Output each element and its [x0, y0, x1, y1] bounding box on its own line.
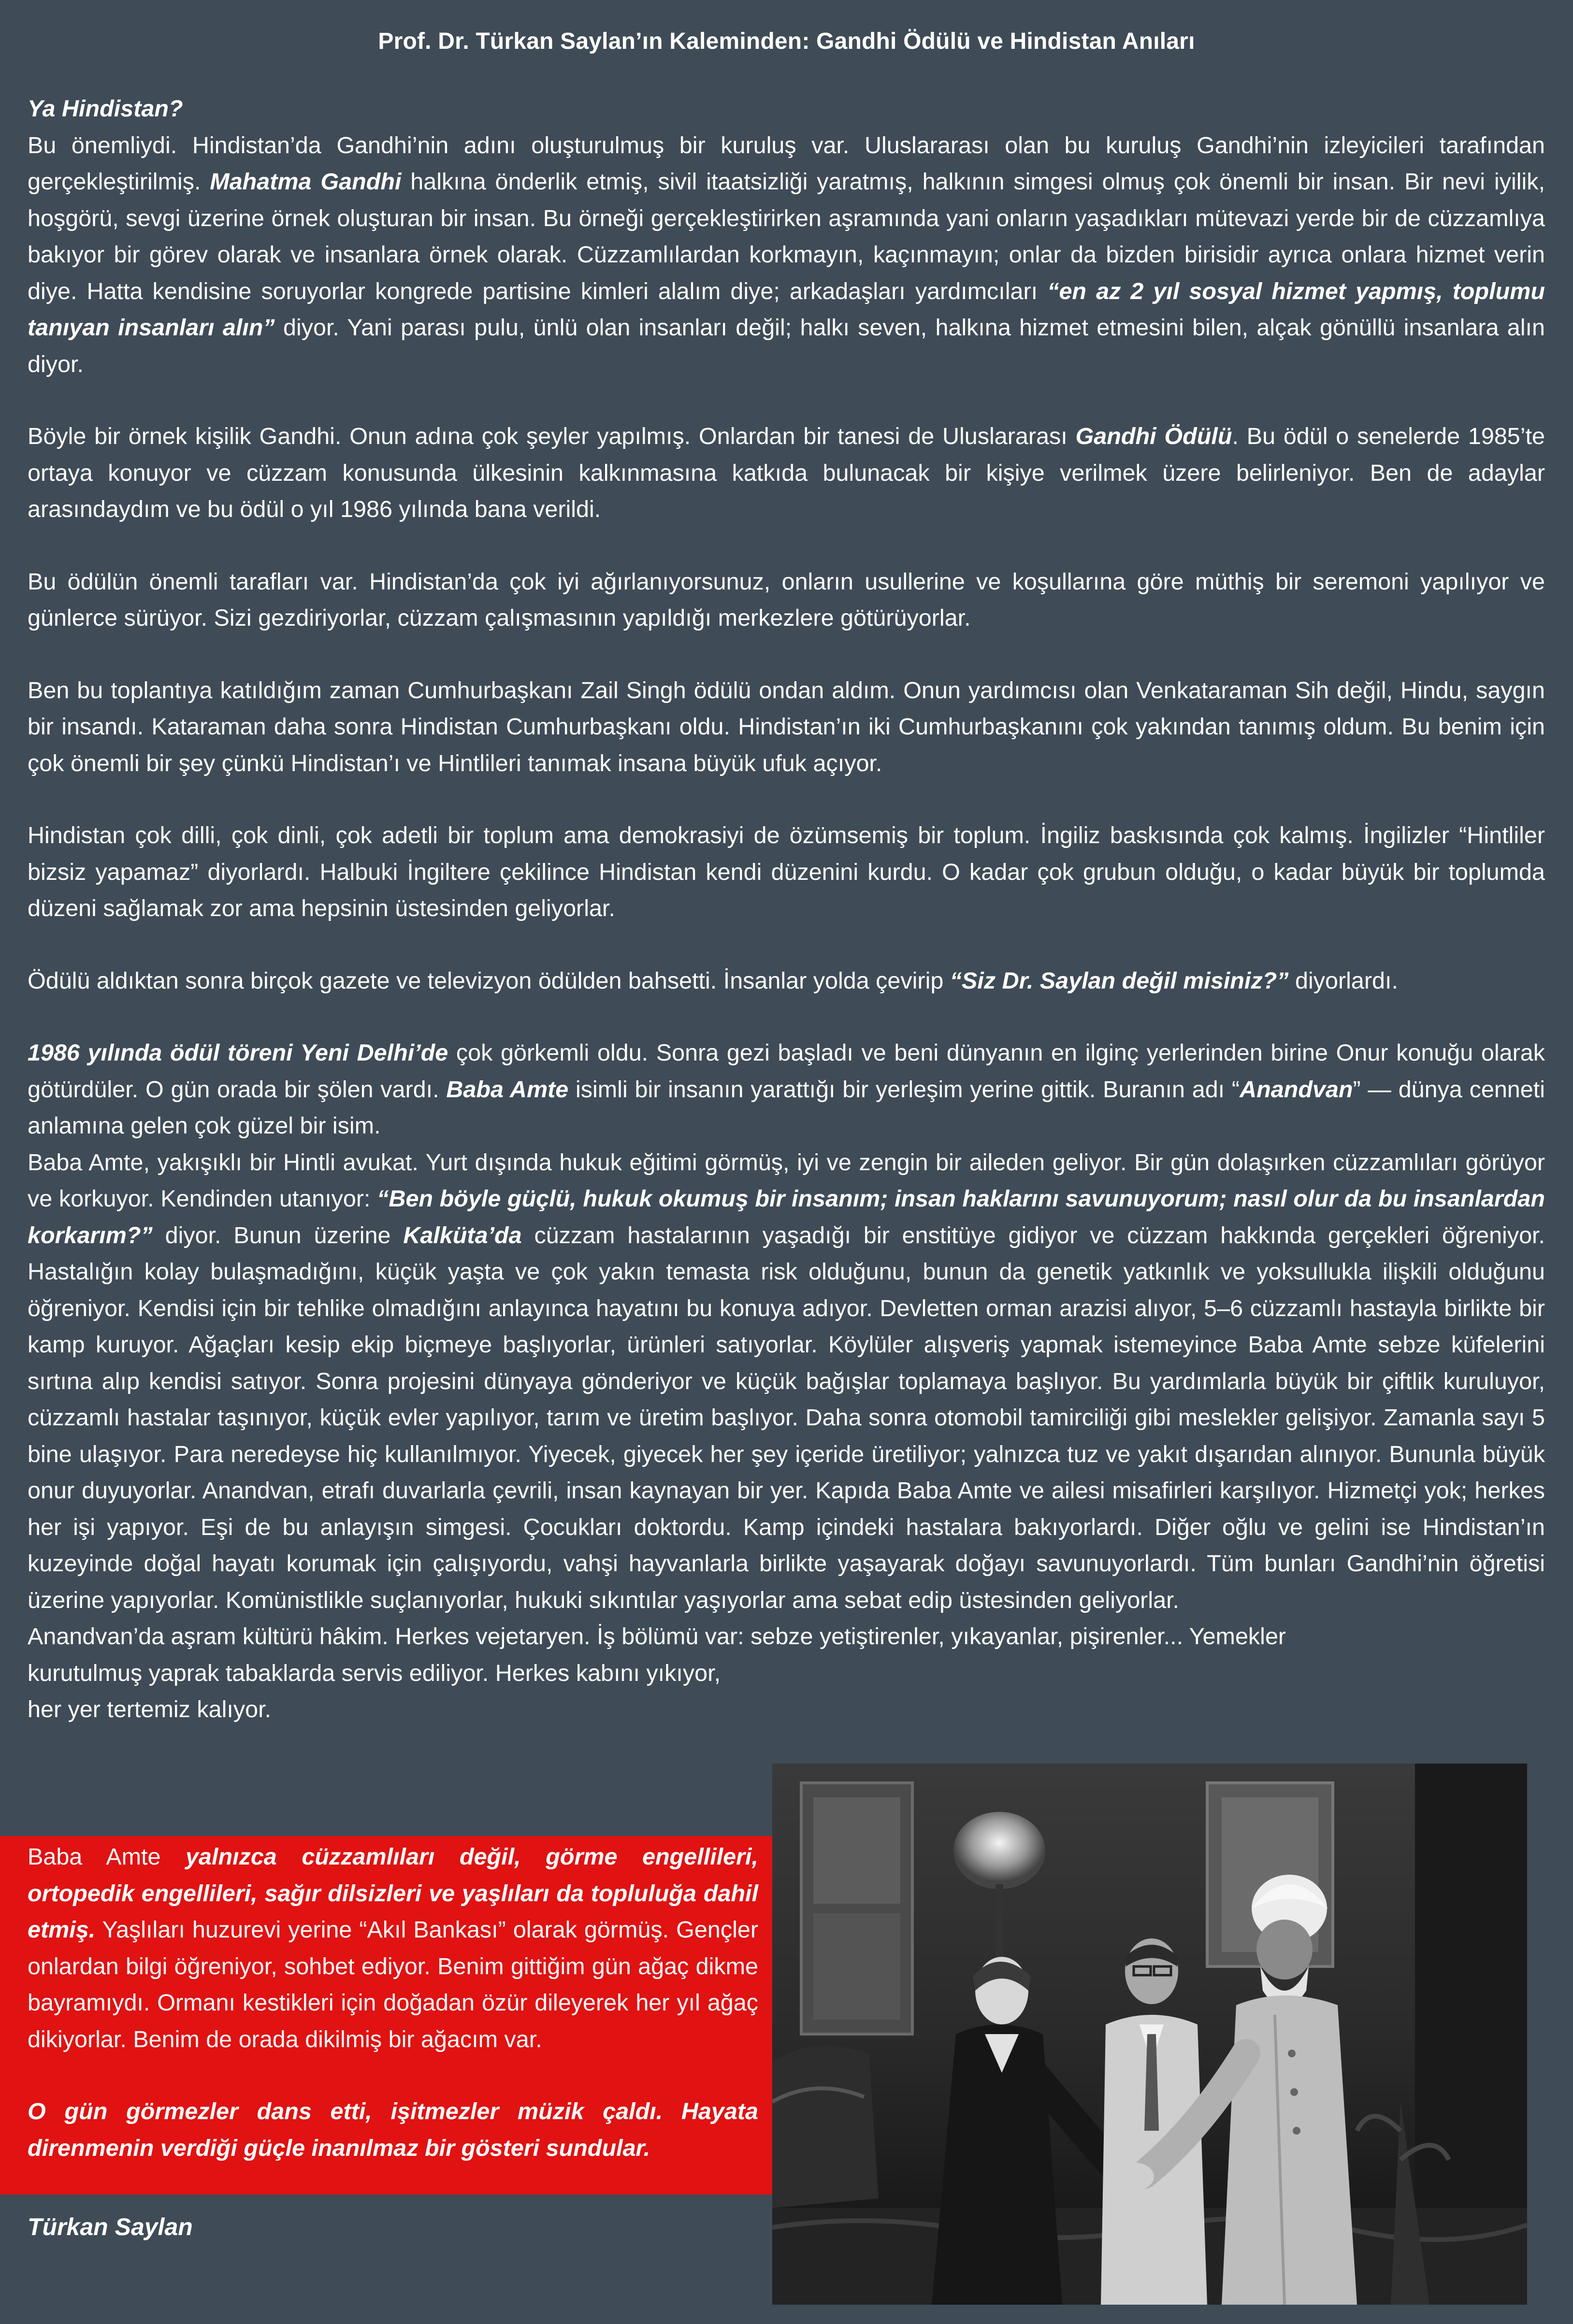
photo-illustration [772, 1764, 1527, 2305]
highlight-paragraph [28, 1839, 758, 2058]
author-signature: Türkan Saylan [28, 2213, 193, 2240]
text-run: diyor. Bunun üzerine [152, 1222, 404, 1248]
text-run: Yaşlıları huzurevi yerine “Akıl Bankası” olarak görmüş. Gençler onlardan bilgi öğreniyor, sohbet ediyor. Benim gittiğim gün ağaç dikme bayramıydı. Ormanı kestikleri için doğadan özür dileyerek her yıl ağaç dikiyorlar. Benim de orada dikilmiş bir ağacım var. [28, 1917, 758, 2052]
text-run: çok görkemli oldu. Sonra gezi başladı ve beni dünyanın en ilginç yerlerinden birine Onur konuğu olarak götürdüler. O gün orada bir şölen vardı. [28, 1040, 1545, 1103]
emphasis-place: Kalküta’da [403, 1222, 522, 1248]
text-run: Böyle bir örnek kişilik Gandhi. Onun adına çok şeyler yapılmış. Onlardan bir tanesi de Uluslararası [28, 423, 1076, 449]
text-run: Baba Amte, yakışıklı bir Hintli avukat. Yurt dışında hukuk eğitimi görmüş, iyi ve zengin bir aileden geliyor. Bir gün dolaşırken cüzzamlıları görüyor ve korkuyor. Kendinden utanıyor: [28, 1149, 1545, 1212]
highlight-closing [28, 2094, 758, 2166]
paragraph-intro [28, 91, 1545, 383]
paragraph-delhi [28, 1035, 1545, 1145]
highlight-text [28, 1839, 758, 2166]
ceremony-photo [772, 1764, 1527, 2305]
text-run: Bu önemliydi. Hindistan’da Gandhi’nin adını oluşturulmuş bir kuruluş var. Uluslararası olan bu kuruluş Gandhi’nin izleyicileri tarafından gerçekleştirilmiş. [28, 132, 1545, 195]
text-run: ” — dünya cenneti anlamına gelen çok güzel bir isim. [28, 1076, 1545, 1139]
page-title: Prof. Dr. Türkan Saylan’ın Kaleminden: Gandhi Ödülü ve Hindistan Anıları [378, 29, 1195, 54]
emphasis-award: Gandhi Ödülü [1075, 423, 1232, 449]
section-heading: Ya Hindistan? [28, 96, 183, 122]
emphasis-quote: “Siz Dr. Saylan değil misiniz?” [950, 967, 1289, 994]
emphasis-name: Mahatma Gandhi [210, 169, 402, 195]
text-run: . Bu ödül o senelerde 1985’te ortaya konuyor ve cüzzam konusunda ülkesinin kalkınmasına katkıda bulunacak bir kişiye verilmek üzere belirleniyor. Ben de adaylar arasındaydım ve bu ödül o yıl 1986 yılında bana verildi. [28, 423, 1545, 522]
article-body [28, 91, 1545, 1728]
paragraph-ashram-continued: kurutulmuş yaprak tabaklarda servis ediliyor. Herkes kabını yıkıyor, her yer tertemiz kalıyor. [28, 1660, 721, 1722]
text-run: cüzzam hastalarının yaşadığı bir enstitüye gidiyor ve cüzzam hakkında gerçekleri öğreniyor. Hastalığın kolay bulaşmadığını, küçük yaşta ve çok yakın temasta risk olduğunu, bunun da genetik yatkınlık ve yoksullukla ilişkili olduğunu öğreniyor. Kendisi için bir tehlike olmadığını anlayınca hayatını bu konuya adıyor. Devletten orman arazisi alıyor, 5–6 cüzzamlı hastayla birlikte bir kamp kuruyor. Ağaçları kesip ekip biçmeye başlıyorlar, ürünleri satıyorlar. Köylüler alışveriş yapmak istemeyince Baba Amte sebze küfelerini sırtına alıp kendisi satıyor. Sonra projesini dünyaya gönderiyor ve küçük bağışlar toplamaya başlıyor. Bu yardımlarla büyük bir çiftlik kuruluyor, cüzzamlı hastalar taşınıyor, küçük evler yapılıyor, tarım ve üretim başlıyor. Daha sonra otomobil tamirciliği gibi meslekler gelişiyor. Zamanla sayı 5 bine ulaşıyor. Para neredeyse hiç kullanılmıyor. Yiyecek, giyecek her şey içeride üretiliyor; yalnızca tuz ve yakıt dışarıdan alınıyor. Bununla büyük onur duyuyorlar. Anandvan, etrafı duvarlarla çevrili, insan kaynayan bir yer. Kapıda Baba Amte ve ailesi misafirleri karşılıyor. Hizmetçi yok; herkes her işi yapıyor. Eşi de bu anlayışın simgesi. Çocukları doktordu. Kamp içindeki hastalara bakıyorlardı. Diğer oğlu ve gelini ise Hindistan’ın kuzeyinde doğal hayatı korumak için çalışıyordu, vahşi hayvanlarla birlikte yaşayarak doğayı savunuyorlardı. Tüm bunları Gandhi’nin öğretisi üzerine yapıyorlar. Komünistlikle suçlanıyorlar, hukuki sıkıntılar yaşıyorlar ama sebat edip üstesinden geliyorlar. [28, 1222, 1545, 1613]
paragraph-press [28, 963, 1545, 1000]
paragraph-award [28, 418, 1545, 528]
text-run: Baba Amte [28, 1844, 186, 1870]
text-run: diyorlardı. [1288, 967, 1398, 994]
emphasis-name: Baba Amte [446, 1076, 569, 1103]
emphasis-quote: “Ben böyle güçlü, hukuk okumuş bir insanım; insan haklarını savunuyorum; nasıl olur da bu insanlardan korkarım?” [28, 1186, 1545, 1248]
emphasis-quote: “en az 2 yıl sosyal hizmet yapmış, toplumu tanıyan insanları alın” [28, 278, 1545, 341]
paragraph-ashram: Anandvan’da aşram kültürü hâkim. Herkes vejetaryen. İş bölümü var: sebze yetiştirenler, yıkayanlar, pişirenler... Yemekler [28, 1623, 1286, 1650]
emphasis-inclusion: yalnızca cüzzamlıları değil, görme engellileri, ortopedik engellileri, sağır dilsizleri ve yaşlıları da topluluğa dahil etmiş. [28, 1844, 758, 1943]
emphasis-place: Anandvan [1240, 1076, 1353, 1103]
paragraph-baba-amte [28, 1145, 1545, 1619]
text-run: Ödülü aldıktan sonra birçok gazete ve televizyon ödülden bahsetti. İnsanlar yolda çevirip [28, 967, 950, 994]
paragraph-presidents: Ben bu toplantıya katıldığım zaman Cumhurbaşkanı Zail Singh ödülü ondan aldım. Onun yardımcısı olan Venkataraman Sih değil, Hindu, saygın bir insandı. Kataraman daha sonra Hindistan Cumhurbaşkanı oldu. Hindistan’ın iki Cumhurbaşkanını çok yakından tanımış oldum. Bu benim için çok önemli bir şey çünkü Hindistan’ı ve Hintlileri tanımak insana büyük ufuk açıyor. [28, 677, 1545, 776]
paragraph-ceremony: Bu ödülün önemli tarafları var. Hindistan’da çok iyi ağırlanıyorsunuz, onların usullerine ve koşullarına göre müthiş bir seremoni yapılıyor ve günlerce sürüyor. Sizi gezdiriyorlar, cüzzam çalışmasının yapıldığı merkezlere götürüyorlar. [28, 568, 1545, 631]
emphasis-lead: 1986 yılında ödül töreni Yeni Delhi’de [28, 1040, 448, 1066]
text-run: isimli bir insanın yarattığı bir yerleşim yerine gittik. Buranın adı “ [568, 1076, 1240, 1103]
paragraph-india: Hindistan çok dilli, çok dinli, çok adetli bir toplum ama demokrasiyi de özümsemiş bir toplum. İngiliz baskısında çok kalmış. İngilizler “Hintliler bizsiz yapamaz” diyorlardı. Halbuki İngiltere çekilince Hindistan kendi düzenini kurdu. O kadar çok grubun olduğu, o kadar büyük bir toplumda düzeni sağlamak zor ama hepsinin üstesinden geliyorlar. [28, 822, 1545, 921]
text-run: halkına önderlik etmiş, sivil itaatsizliği yaratmış, halkının simgesi olmuş çok önemli bir insan. Bir nevi iyilik, hoşgörü, sevgi üzerine örnek oluşturan bir insan. Bu örneği gerçekleştirirken aşramında yani onların yaşadıkları mütevazi yerde bir de cüzzamlıya bakıyor bir görev olarak ve insanlara örnek olarak. Cüzzamlılardan korkmayın, kaçınmayın; onlar da bizden birisidir ayrıca onlara hizmet verin diye. Hatta kendisine soruyorlar kongrede partisine kimleri alalım diye; arkadaşları yardımcıları [28, 169, 1545, 304]
emphasis-closing: O gün görmezler dans etti, işitmezler müzik çaldı. Hayata direnmenin verdiği güçle inanılmaz bir gösteri sundular. [28, 2098, 758, 2161]
text-run: diyor. Yani parası pulu, ünlü olan insanları değil; halkı seven, halkına hizmet etmesini bilen, alçak gönüllü insanlara alın diyor. [28, 315, 1545, 377]
